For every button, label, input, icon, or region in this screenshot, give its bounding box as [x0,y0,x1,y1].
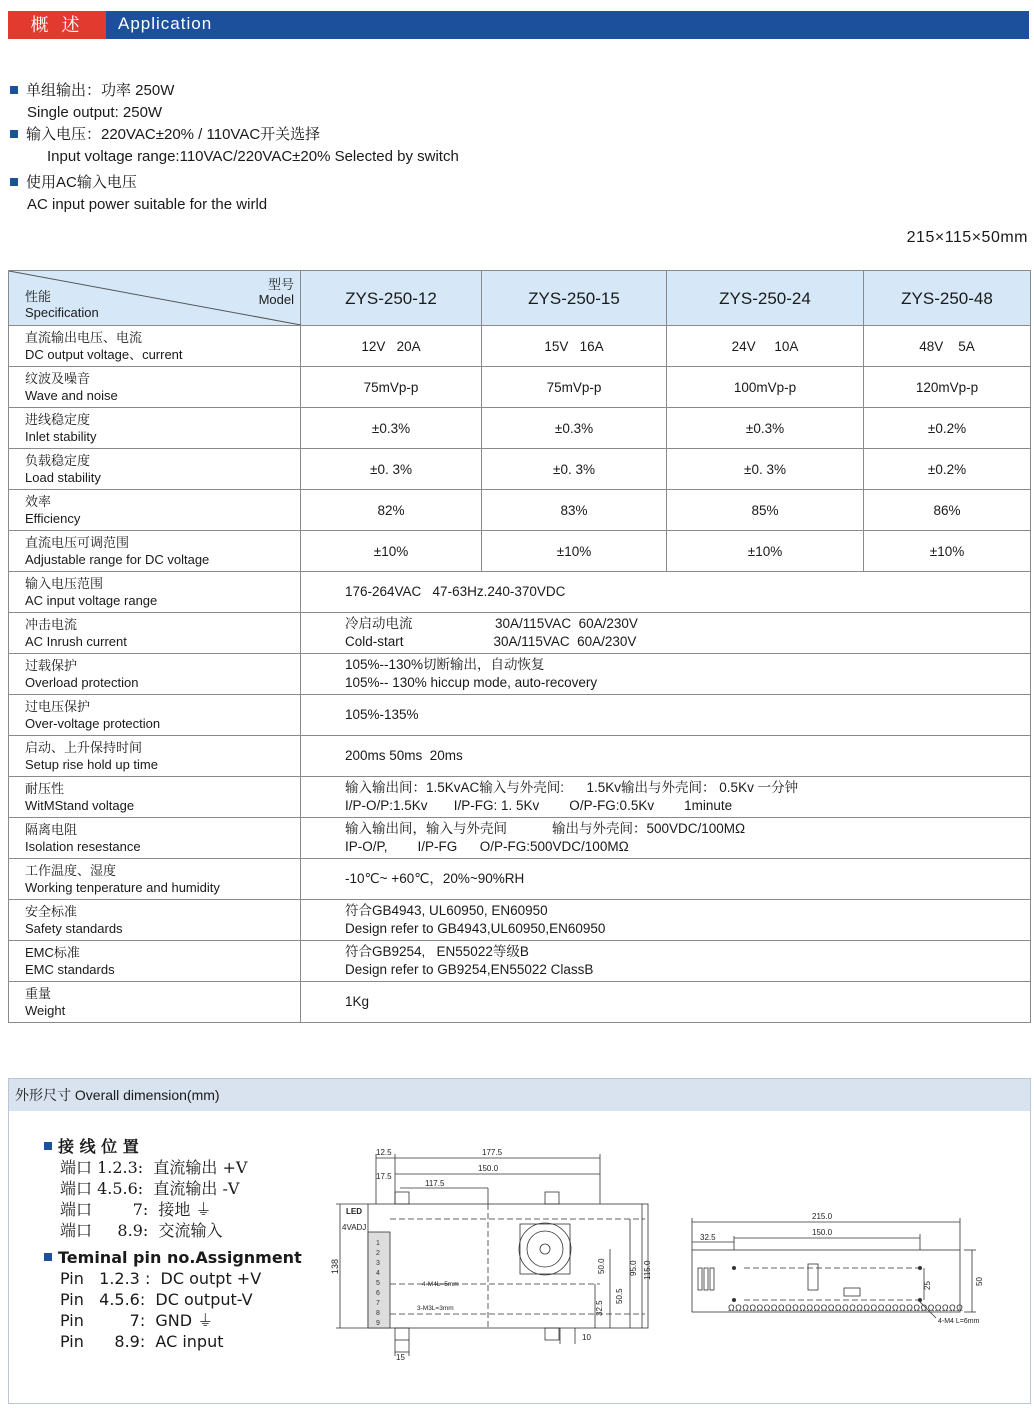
spec-label-zh: 过载保护 [25,658,78,673]
spec-label-en: Load stability [25,470,101,485]
spec-value-wide [301,941,1031,982]
svg-text:ΩΩΩΩΩΩΩΩΩΩΩΩΩΩΩΩΩΩΩΩΩΩΩΩΩΩΩΩΩΩ: ΩΩΩΩΩΩΩΩΩΩΩΩΩΩΩΩΩΩΩΩΩΩΩΩΩΩΩΩΩΩΩΩΩ [728,1303,964,1313]
spec-value: 24V 10A [667,326,864,367]
spec-value: ±0.2% [864,408,1031,449]
pin-line: 端口 8.9: 交流输入 [60,1221,223,1240]
spec-label [9,613,301,654]
spec-label-zh: 过电压保护 [25,699,91,714]
spec-label-zh: 冲击电流 [25,617,78,632]
overall-size: 215×115×50mm [906,229,1028,246]
spec-value-wide [301,818,1031,859]
spec-label-en: Overload protection [25,675,139,690]
bullet-icon [10,86,18,94]
dim-label: 138 [330,1258,340,1274]
dim-label: 32.5 [595,1300,604,1316]
spec-row [9,449,1031,490]
spec-label [9,777,301,818]
pin-label: 2 [376,1250,380,1257]
app-l1-en: Single output: 250W [27,104,163,121]
pin-assignment [44,1136,302,1352]
pin-label: 5 [376,1280,380,1287]
spec-row [9,900,1031,941]
spec-value-line: 冷启动电流 30A/115VAC 60A/230V [345,616,638,631]
spec-value-line: 1Kg [345,994,370,1009]
overall-dimension-title: 外形尺寸 Overall dimension(mm) [9,1079,1030,1111]
pin-line-en: Pin 7: GND [60,1311,193,1330]
spec-row [9,408,1031,449]
spec-table [8,270,1031,1023]
spec-label-en: AC Inrush current [25,634,127,649]
pins-title-zh: 接 线 位 置 [58,1137,139,1156]
header-title-en: Application [118,14,213,33]
spec-row [9,695,1031,736]
spec-value-line: I/P-O/P:1.5Kv I/P-FG: 1. 5Kv O/P-FG:0.5Kv 1minute [345,798,733,813]
spec-label-en: Isolation resestance [25,839,141,854]
spec-value-line: 105%--130%切断输出，自动恢复 [345,657,545,672]
spec-row [9,326,1031,367]
spec-value: ±0.2% [864,449,1031,490]
spec-label [9,941,301,982]
section-header [8,11,1029,39]
spec-row [9,982,1031,1023]
front-view-drawing [320,1144,670,1366]
spec-value: ±0. 3% [667,449,864,490]
pin-label: 9 [376,1320,380,1327]
spec-value: ±10% [864,531,1031,572]
spec-value-line: 105%-- 130% hiccup mode, auto-recovery [345,675,598,690]
dim-label: 25 [923,1281,932,1290]
bullet-icon [44,1142,52,1150]
corner-zh: 性能 [25,289,52,304]
spec-value-line: Design refer to GB4943,UL60950,EN60950 [345,921,606,936]
spec-row [9,654,1031,695]
spec-row [9,736,1031,777]
spec-row [9,367,1031,408]
spec-label-zh: 重量 [25,986,52,1001]
spec-row [9,490,1031,531]
spec-label [9,695,301,736]
dim-label: 12.5 [376,1148,392,1157]
spec-label-zh: 安全标准 [25,904,78,919]
app-l3-en: AC input power suitable for the wirld [27,196,268,213]
spec-value: ±0.3% [301,408,482,449]
spec-value-line: Cold-start 30A/115VAC 60A/230V [345,634,637,649]
pin-label: 8 [376,1310,380,1317]
table-header-row [9,271,1031,326]
dim-label: 177.5 [482,1148,503,1157]
bullet-icon [10,178,18,186]
pin-label: 3 [376,1260,380,1267]
pin-label: 6 [376,1290,380,1297]
spec-label-zh: 纹波及噪音 [25,371,91,386]
spec-label-en: Working tenperature and humidity [25,880,220,895]
bullet-icon [44,1253,52,1261]
spec-label-en: Adjustable range for DC voltage [25,552,210,567]
spec-value: 83% [482,490,667,531]
spec-value: 100mVp-p [667,367,864,408]
pins-title-en: Teminal pin no.Assignment [58,1248,302,1267]
pin-marks [376,1240,380,1327]
spec-value-wide [301,859,1031,900]
spec-label-en: Weight [25,1003,66,1018]
spec-label-en: WitMStand voltage [25,798,135,813]
spec-value: 82% [301,490,482,531]
spec-value: 48V 5A [864,326,1031,367]
spec-value-wide [301,572,1031,613]
dim-label: 95.0 [629,1260,638,1276]
pin-line: 端口 1.2.3: 直流输出 +V [60,1158,248,1177]
spec-row [9,777,1031,818]
pin-label: 1 [376,1240,380,1247]
spec-value-line: IP-O/P, I/P-FG O/P-FG:500VDC/100MΩ [345,839,629,854]
spec-value-line: 符合GB9254, EN55022等级B [345,944,529,959]
vadj-label: 4VADJ [342,1223,367,1232]
spec-value: ±0.3% [482,408,667,449]
corner-en: Specification [25,305,99,320]
spec-label [9,408,301,449]
spec-label-en: Efficiency [25,511,81,526]
spec-value: 120mVp-p [864,367,1031,408]
spec-value-wide [301,695,1031,736]
spec-row [9,859,1031,900]
spec-label-en: Wave and noise [25,388,118,403]
side-view-drawing [684,1208,1014,1328]
spec-value: ±10% [482,531,667,572]
spec-label-en: EMC standards [25,962,115,977]
spec-value-line: 176-264VAC 47-63Hz.240-370VDC [345,584,566,599]
pin-line: 端口 4.5.6: 直流输出 -V [60,1179,240,1198]
spec-row [9,941,1031,982]
app-l2-zh: 输入电压：220VAC±20% / 110VAC开关选择 [26,126,321,143]
spec-row [9,531,1031,572]
header-title-zh: 概 述 [8,11,106,39]
dim-label: 150.0 [478,1164,499,1173]
spec-label-zh: 负载稳定度 [25,453,91,468]
dim-label: 50 [975,1277,984,1286]
model-header: ZYS-250-12 [301,271,482,326]
spec-label [9,818,301,859]
dim-label: 15 [396,1353,405,1362]
spec-label-zh: 启动、上升保持时间 [25,740,143,755]
spec-value: ±0. 3% [482,449,667,490]
dim-label: 17.5 [376,1172,392,1181]
hole-note: 4-M4 L=6mm [938,1318,980,1325]
app-l1-zh: 单组输出：功率 250W [26,82,175,99]
spec-label-zh: 进线稳定度 [25,412,91,427]
spec-label [9,367,301,408]
pin-line-en: Pin 1.2.3 : DC outpt +V [60,1269,262,1288]
dim-label: 32.5 [700,1233,716,1242]
spec-label [9,449,301,490]
spec-label-en: Inlet stability [25,429,97,444]
spec-label [9,859,301,900]
spec-row [9,818,1031,859]
spec-label-en: DC output voltage、current [25,347,183,362]
spec-label [9,572,301,613]
spec-value-wide [301,982,1031,1023]
spec-label [9,531,301,572]
pin-label: 7 [376,1300,380,1307]
pin-line-en: Pin 4.5.6: DC output-V [60,1290,253,1309]
spec-value-line: 105%-135% [345,707,419,722]
dim-label: 50.0 [597,1258,606,1274]
led-label: LED [346,1207,362,1216]
spec-label-en: Safety standards [25,921,123,936]
spec-label-zh: 直流电压可调范围 [25,535,130,550]
spec-label-en: Over-voltage protection [25,716,161,731]
dim-label: 117.5 [425,1179,445,1188]
dim-label: 150.0 [812,1228,833,1237]
dim-label: 115.0 [643,1260,652,1280]
spec-value: ±0.3% [667,408,864,449]
spec-label [9,654,301,695]
spec-label-zh: 直流输出电压、电流 [25,330,143,345]
table-corner [9,271,301,326]
bullet-icon [10,130,18,138]
model-header: ZYS-250-24 [667,271,864,326]
spec-value-wide [301,654,1031,695]
hole-note: 3-M3L=3mm [417,1305,454,1312]
ground-icon: ⏚ [197,1311,214,1330]
application-list [10,80,459,216]
spec-label [9,900,301,941]
spec-value-line: 200ms 50ms 20ms [345,748,463,763]
app-l2-en: Input voltage range:110VAC/220VAC±20% Selected by switch [47,148,459,165]
spec-row [9,572,1031,613]
spec-value: ±10% [667,531,864,572]
dim-label: 10 [582,1333,591,1342]
pin-line-en: Pin 8.9: AC input [60,1332,224,1351]
spec-value-wide [301,900,1031,941]
spec-value: 15V 16A [482,326,667,367]
model-en: Model [258,292,294,307]
spec-label-en: AC input voltage range [25,593,158,608]
spec-value: 85% [667,490,864,531]
spec-label-zh: 效率 [25,494,52,509]
spec-label [9,326,301,367]
spec-value-line: 符合GB4943, UL60950, EN60950 [345,903,548,918]
spec-value: 75mVp-p [482,367,667,408]
spec-label-zh: 隔离电阻 [25,822,78,837]
spec-value: 12V 20A [301,326,482,367]
spec-label-zh: 输入电压范围 [25,576,104,591]
dim-label: 50.5 [615,1288,624,1304]
hole-note: 4-M4L=5mm [422,1281,459,1288]
spec-value-wide [301,613,1031,654]
spec-value: 86% [864,490,1031,531]
dim-label: 215.0 [812,1212,833,1221]
spec-label-zh: EMC标准 [25,945,80,960]
spec-row [9,613,1031,654]
spec-label [9,736,301,777]
spec-value-wide [301,736,1031,777]
spec-value-line: Design refer to GB9254,EN55022 ClassB [345,962,594,977]
spec-value-line: 输入输出间：1.5KvAC输入与外壳间: 1.5Kv输出与外壳间： 0.5Kv 一分钟 [345,780,799,795]
ground-icon: ⏚ [195,1200,212,1219]
app-l3-zh: 使用AC输入电压 [26,174,137,191]
spec-label-zh: 工作温度、湿度 [25,863,117,878]
spec-value: ±10% [301,531,482,572]
spec-value: 75mVp-p [301,367,482,408]
spec-value: ±0. 3% [301,449,482,490]
pin-line: 端口 7: 接地 [60,1200,191,1219]
spec-label [9,982,301,1023]
model-zh: 型号 [267,277,294,292]
model-header: ZYS-250-15 [482,271,667,326]
spec-label-en: Setup rise hold up time [25,757,158,772]
spec-label [9,490,301,531]
spec-label-zh: 耐压性 [25,781,65,796]
model-header: ZYS-250-48 [864,271,1031,326]
spec-value-line: -10℃~ +60℃，20%~90%RH [345,871,525,886]
spec-value-wide [301,777,1031,818]
spec-value-line: 输入输出间，输入与外壳间 输出与外壳间：500VDC/100MΩ [345,821,746,836]
pin-label: 4 [376,1270,380,1277]
